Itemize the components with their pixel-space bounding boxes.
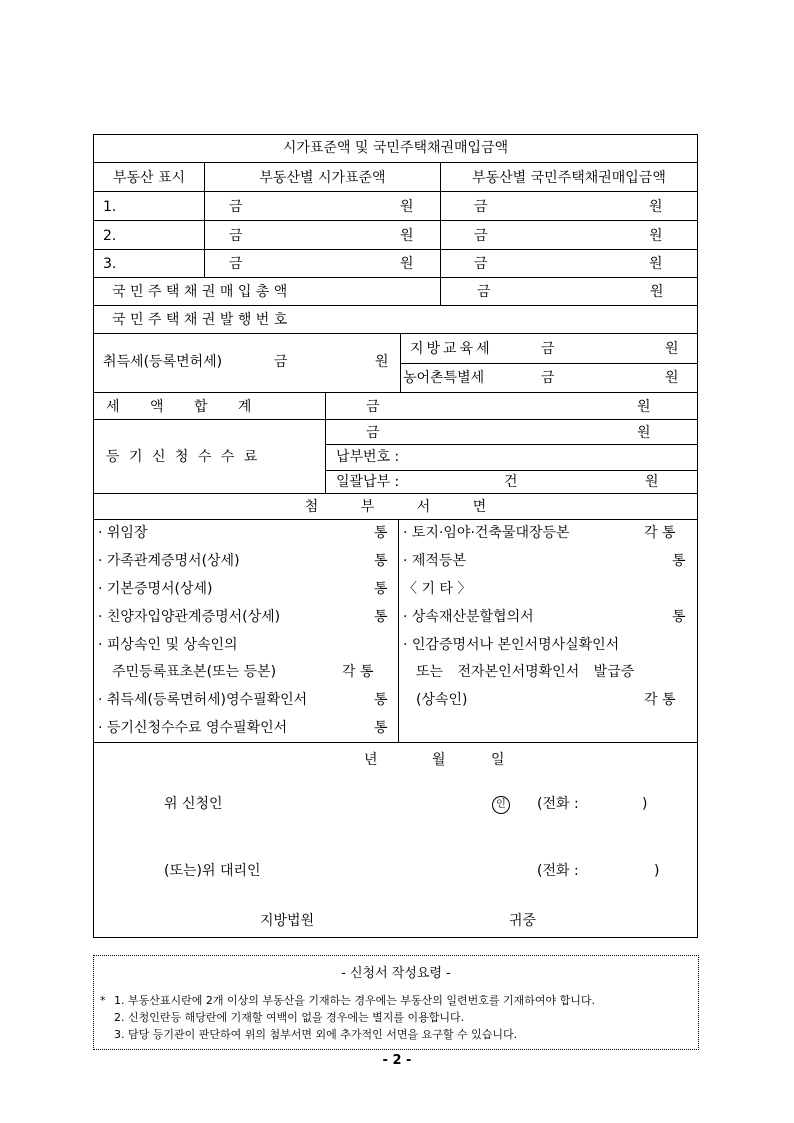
seal-mark <box>492 794 510 814</box>
row-won-label: 원 <box>649 228 663 244</box>
row-geum-label: 금 <box>229 199 243 215</box>
acquisition-tax-geum: 금 <box>274 354 288 370</box>
row-geum-label: 금 <box>474 228 488 244</box>
payment-number-label: 납부번호 : <box>336 449 400 465</box>
attachment-unit: 각 통 <box>644 525 676 541</box>
tax-total-geum: 금 <box>366 399 380 415</box>
rural-tax-won: 원 <box>665 370 679 386</box>
education-tax-label: 지방교육세 <box>410 341 493 357</box>
date-month: 월 <box>432 752 446 768</box>
attachment-item: · 취득세(등록면허세)영수필확인서 <box>98 692 308 708</box>
form-title: 시가표준액 및 국민주택채권매입금액 <box>282 140 509 156</box>
application-form <box>93 134 698 938</box>
agent-phone-label: (전화 : <box>537 863 579 879</box>
attachment-unit: 통 <box>672 609 686 625</box>
page-number: - 2 - <box>382 1053 412 1068</box>
bond-total-label: 국 민 주 택 채 권 매 입 총 액 <box>112 284 288 300</box>
attachment-unit: 통 <box>374 525 388 541</box>
attachment-item: 또는 전자본인서명확인서 발급증 <box>416 664 635 680</box>
row-won-label: 원 <box>649 256 663 272</box>
date-day: 일 <box>491 752 505 768</box>
bond-issue-number-label: 국 민 주 택 채 권 발 행 번 호 <box>112 312 288 328</box>
instructions-bullet: * <box>100 994 106 1007</box>
attachment-item: (상속인) <box>416 692 468 708</box>
registration-fee-geum: 금 <box>366 425 380 441</box>
attachment-unit: 통 <box>672 553 686 569</box>
registration-fee-label: 등 기 신 청 수 수 료 <box>106 449 258 465</box>
attachment-item: · 위임장 <box>98 525 148 541</box>
applicant-label: 위 신청인 <box>164 796 223 812</box>
attachment-item: · 제적등본 <box>403 553 466 569</box>
header-property: 부동산 표시 <box>112 170 186 186</box>
bulk-payment-count-unit: 건 <box>504 474 518 490</box>
header-standard-value: 부동산별 시가표준액 <box>259 170 386 186</box>
registration-fee-won: 원 <box>637 425 651 441</box>
row-number: 3. <box>103 256 117 272</box>
seal-icon: 인 <box>492 796 510 814</box>
attachment-unit: 각 통 <box>342 664 374 680</box>
attachment-unit: 통 <box>374 553 388 569</box>
attachment-item: · 친양자입양관계증명서(상세) <box>98 609 281 625</box>
attachment-unit: 통 <box>374 720 388 736</box>
rural-tax-geum: 금 <box>541 370 555 386</box>
instruction-item: 3. 담당 등기관이 판단하여 위의 첨부서면 외에 추가적인 서면을 요구할 수 있습니다. <box>114 1028 518 1041</box>
bulk-payment-label: 일괄납부 : <box>336 474 400 490</box>
acquisition-tax-label: 취득세(등록면허세) <box>103 354 223 370</box>
attachment-item: · 기본증명서(상세) <box>98 581 213 597</box>
row-won-label: 원 <box>400 256 414 272</box>
applicant-phone-label: (전화 : <box>537 796 579 812</box>
attachment-item: 주민등록표초본(또는 등본) <box>112 664 277 680</box>
row-won-label: 원 <box>400 199 414 215</box>
attachment-item: · 피상속인 및 상속인의 <box>98 637 238 653</box>
row-number: 1. <box>103 199 117 215</box>
agent-phone-close: ) <box>654 863 660 879</box>
agent-label: (또는)위 대리인 <box>164 863 261 879</box>
education-tax-won: 원 <box>665 341 679 357</box>
row-geum-label: 금 <box>229 228 243 244</box>
row-won-label: 원 <box>400 228 414 244</box>
instruction-item: 2. 신청인란등 해당란에 기재할 여백이 없을 경우에는 별지를 이용합니다. <box>114 1011 465 1024</box>
header-bond-amount: 부동산별 국민주택채권매입금액 <box>472 170 666 186</box>
bulk-payment-won: 원 <box>645 474 659 490</box>
attachment-unit: 통 <box>374 581 388 597</box>
attachment-item: · 등기신청수수료 영수필확인서 <box>98 720 288 736</box>
instructions-title: - 신청서 작성요령 - <box>341 966 451 981</box>
row-geum-label: 금 <box>474 256 488 272</box>
instruction-item: 1. 부동산표시란에 2개 이상의 부동산을 기재하는 경우에는 부동산의 일련번호를 기재하여야 합니다. <box>114 994 595 1007</box>
date-year: 년 <box>364 752 378 768</box>
education-tax-geum: 금 <box>541 341 555 357</box>
rural-tax-label: 농어촌특별세 <box>403 370 485 386</box>
attachment-item: · 상속재산분할협의서 <box>403 609 534 625</box>
attachment-unit: 통 <box>374 692 388 708</box>
attachment-unit: 통 <box>374 609 388 625</box>
instructions-box <box>93 955 699 1050</box>
tax-total-label: 세 액 합 계 <box>106 399 252 415</box>
row-geum-label: 금 <box>229 256 243 272</box>
bond-total-geum: 금 <box>477 284 491 300</box>
bond-total-won: 원 <box>650 284 664 300</box>
attachment-item: · 가족관계증명서(상세) <box>98 553 240 569</box>
attachment-item: · 토지·임야·건축물대장등본 <box>403 525 570 541</box>
addressee-label: 귀중 <box>509 913 537 929</box>
acquisition-tax-won: 원 <box>375 354 389 370</box>
row-number: 2. <box>103 228 117 244</box>
row-won-label: 원 <box>649 199 663 215</box>
attachment-item: · 인감증명서나 본인서명사실확인서 <box>403 637 620 653</box>
attachment-item: 〈 기 타 〉 <box>403 581 472 597</box>
tax-total-won: 원 <box>637 399 651 415</box>
court-label: 지방법원 <box>260 913 315 929</box>
applicant-phone-close: ) <box>642 796 648 812</box>
attachments-heading: 첨 부 서 면 <box>304 499 487 515</box>
row-geum-label: 금 <box>474 199 488 215</box>
attachment-unit: 각 통 <box>644 692 676 708</box>
